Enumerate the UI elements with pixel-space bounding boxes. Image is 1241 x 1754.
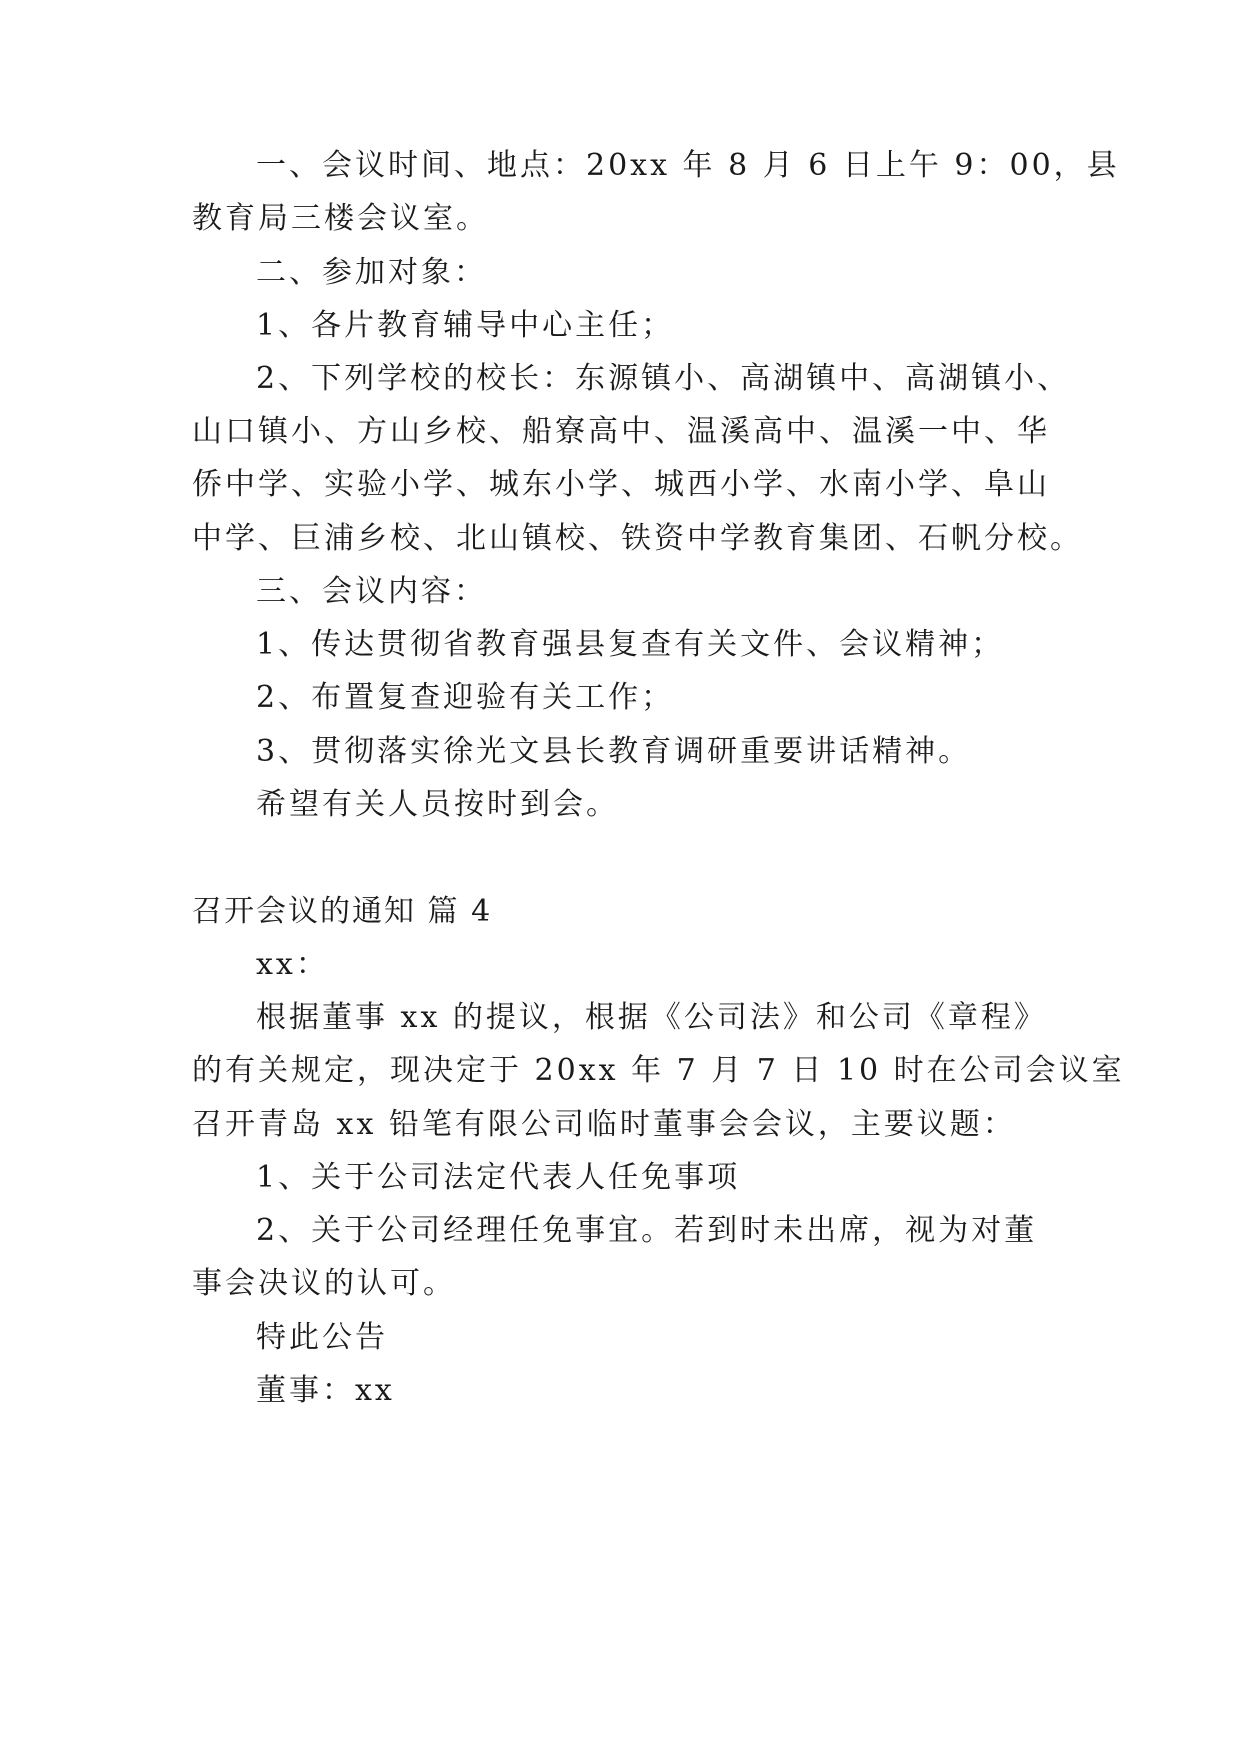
list-item-topic-2-line1: 2、关于公司经理任免事宜。若到时未出席，视为对董	[256, 1213, 1038, 1248]
paragraph-participants: 二、参加对象：	[256, 255, 487, 290]
list-item-participant-2-line1: 2、下列学校的校长：东源镇小、高湖镇中、高湖镇小、	[256, 361, 1071, 396]
section-title: 召开会议的通知 篇 4	[192, 894, 493, 929]
signature: 董事：xx	[256, 1373, 395, 1408]
list-item-participant-2-line3: 侨中学、实验小学、城东小学、城西小学、水南小学、阜山	[192, 467, 1050, 502]
paragraph-body-line3: 召开青岛 xx 铅笔有限公司临时董事会会议，主要议题：	[192, 1107, 1016, 1142]
paragraph-meeting-time-line1: 一、会议时间、地点：20xx 年 8 月 6 日上午 9：00，县	[256, 148, 1120, 183]
paragraph-meeting-content: 三、会议内容：	[256, 574, 487, 609]
paragraph-closing: 希望有关人员按时到会。	[256, 787, 619, 822]
list-item-participant-1: 1、各片教育辅导中心主任；	[256, 308, 675, 343]
paragraph-body-line2: 的有关规定，现决定于 20xx 年 7 月 7 日 10 时在公司会议室	[192, 1053, 1125, 1088]
list-item-topic-1: 1、关于公司法定代表人任免事项	[256, 1160, 741, 1195]
list-item-content-2: 2、布置复查迎验有关工作；	[256, 680, 675, 715]
paragraph-body-line1: 根据董事 xx 的提议，根据《公司法》和公司《章程》	[256, 1000, 1047, 1035]
list-item-content-1: 1、传达贯彻省教育强县复查有关文件、会议精神；	[256, 627, 1005, 662]
salutation: xx：	[256, 947, 329, 982]
list-item-participant-2-line4: 中学、巨浦乡校、北山镇校、铁资中学教育集团、石帆分校。	[192, 521, 1083, 556]
notice-text: 特此公告	[256, 1320, 388, 1355]
paragraph-meeting-time-line2: 教育局三楼会议室。	[192, 201, 489, 236]
list-item-topic-2-line2: 事会决议的认可。	[192, 1266, 456, 1301]
list-item-content-3: 3、贯彻落实徐光文县长教育调研重要讲话精神。	[256, 734, 972, 769]
list-item-participant-2-line2: 山口镇小、方山乡校、船寮高中、温溪高中、温溪一中、华	[192, 414, 1050, 449]
